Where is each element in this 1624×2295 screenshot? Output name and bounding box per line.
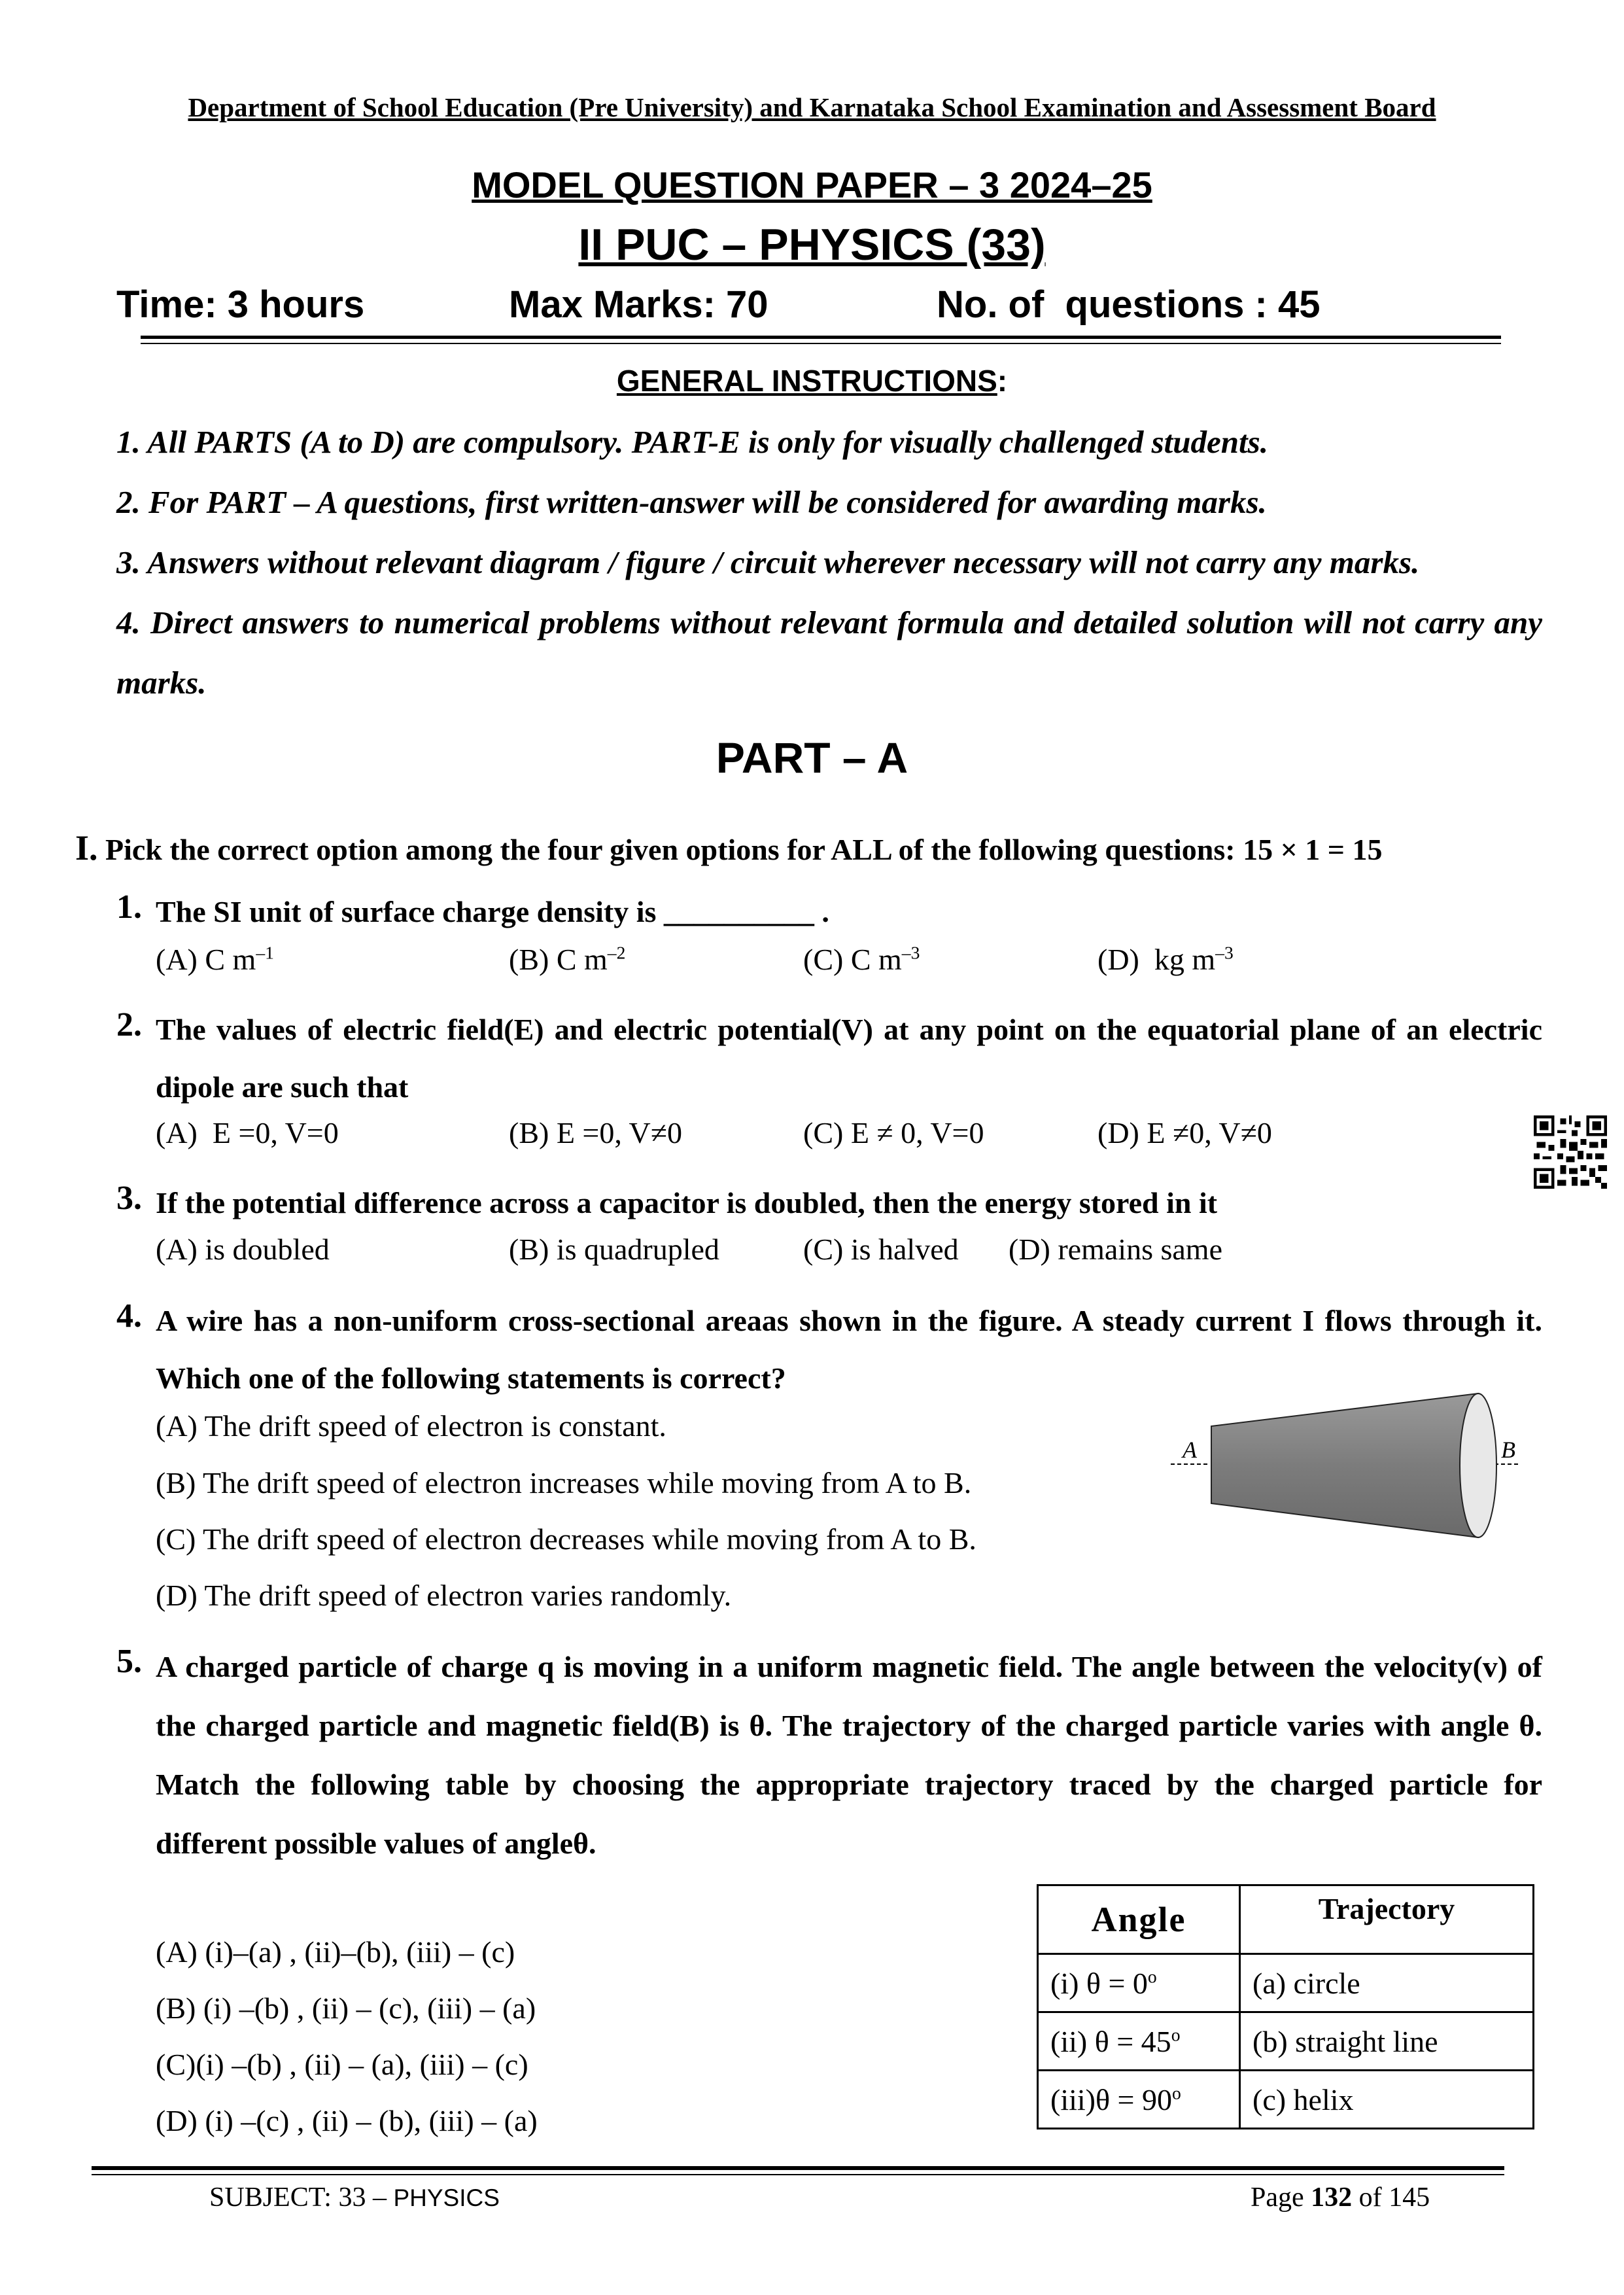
wire-end-face xyxy=(1460,1393,1496,1537)
question-number: 3. xyxy=(116,1180,142,1217)
page-number: Page 132 of 145 xyxy=(1251,2182,1430,2213)
option-c: (C) C $m^{-3}$ xyxy=(803,942,920,976)
trajectory-cell: (b) straight line xyxy=(1240,2012,1534,2071)
header-trajectory: Trajectory xyxy=(1240,1885,1534,1954)
option-d: (D) E ≠0, V≠0 xyxy=(1097,1116,1272,1149)
label-a: A xyxy=(1183,1437,1197,1463)
footer-rule-thin xyxy=(92,2174,1504,2175)
question-text: If the potential difference across a capacitor is doubled, then the energy stored in it xyxy=(156,1186,1218,1219)
option-b: (B) The drift speed of electron increases while moving from A to B. xyxy=(156,1466,972,1499)
conical-wire-figure xyxy=(1171,1380,1524,1550)
label-b: B xyxy=(1501,1437,1515,1463)
table-row xyxy=(1038,1954,1534,2012)
table-row xyxy=(1038,2071,1534,2129)
subject-title: II PUC – PHYSICS (33) xyxy=(578,220,1046,270)
max-marks-label: Max Marks: 70 xyxy=(509,283,769,326)
instructions-heading xyxy=(0,363,1624,398)
option-c: (C) E ≠ 0, V=0 xyxy=(803,1116,984,1149)
question-number: 2. xyxy=(116,1006,142,1043)
header-rule-thin xyxy=(141,343,1501,344)
section-instruction xyxy=(75,828,1383,868)
option-a: (A) E =0, V=0 xyxy=(156,1116,339,1149)
section-roman: I. xyxy=(75,828,98,867)
option-d: (D) (i) –(c) , (ii) – (b), (iii) – (a) xyxy=(156,2104,538,2137)
header-rule xyxy=(141,336,1501,339)
instructions-heading-text: GENERAL INSTRUCTIONS xyxy=(616,364,997,398)
paper-title: MODEL QUESTION PAPER – 3 2024–25 xyxy=(472,164,1152,205)
question-number: 5. xyxy=(116,1643,142,1680)
section-text: Pick the correct option among the four given options for ALL of the following questions: 15 × 1 = 15 xyxy=(105,833,1383,866)
question-text: A charged particle of charge q is moving in a uniform magnetic field. The angle between the velocity(v) of the charged particle and magnetic field(B) is θ. The trajectory of the charged particle varies with angle θ. Match the following table by choosing the appropriate trajectory traced by the charged particle for different possible values of angleθ. xyxy=(156,1650,1542,1860)
num-questions-label: No. of questions : 45 xyxy=(937,283,1321,326)
angle-trajectory-table xyxy=(1037,1884,1534,2129)
footer-subject: SUBJECT: 33 – PHYSICS xyxy=(209,2182,500,2213)
trajectory-cell: (c) helix xyxy=(1240,2071,1534,2129)
option-d: (D) The drift speed of electron varies randomly. xyxy=(156,1579,732,1612)
instruction-2: 2. For PART – A questions, first written-answer will be considered for awarding marks. xyxy=(116,484,1267,520)
option-a: (A) is doubled xyxy=(156,1233,330,1266)
option-b: (B) E =0, V≠0 xyxy=(509,1116,682,1149)
question-number: 1. xyxy=(116,888,142,926)
option-d: (D) remains same xyxy=(1009,1233,1222,1266)
table-row xyxy=(1038,2012,1534,2071)
footer-rule xyxy=(92,2166,1504,2170)
option-c: (C) is halved xyxy=(803,1233,959,1266)
question-text: The values of electric field(E) and electric potential(V) at any point on the equatorial plane of an electric dipole are such that xyxy=(156,1013,1542,1104)
time-label: Time: 3 hours xyxy=(116,283,365,326)
instruction-1: 1. All PARTS (A to D) are compulsory. PART-E is only for visually challenged students. xyxy=(116,424,1268,460)
option-a: (A) The drift speed of electron is constant. xyxy=(156,1409,666,1443)
option-d: (D) kg $m^{-3}$ xyxy=(1097,942,1234,976)
option-c: (C) The drift speed of electron decreases while moving from A to B. xyxy=(156,1522,976,1556)
option-c: (C)(i) –(b) , (ii) – (a), (iii) – (c) xyxy=(156,2048,528,2081)
instructions-heading-colon: : xyxy=(997,364,1008,398)
angle-cell: $(iii)\theta = 90^o$ xyxy=(1038,2071,1240,2129)
department-header: Department of School Education (Pre University) and Karnataka School Examination and Assessment Board xyxy=(188,92,1436,122)
angle-cell: (i) $\theta = 0^o$ xyxy=(1038,1954,1240,2012)
option-b: (B) C $m^{-2}$ xyxy=(509,942,626,976)
option-b: (B) is quadrupled xyxy=(509,1233,719,1266)
option-a: (A) (i)–(a) , (ii)–(b), (iii) – (c) xyxy=(156,1935,515,1969)
header-angle: Angle xyxy=(1038,1885,1240,1954)
question-text: The SI unit of surface charge density is __________ . xyxy=(156,895,829,928)
wire-body xyxy=(1211,1393,1478,1537)
instruction-3: 3. Answers without relevant diagram / figure / circuit wherever necessary will not carry any marks. xyxy=(116,544,1420,580)
part-heading: PART – A xyxy=(716,733,908,782)
trajectory-cell: (a) circle xyxy=(1240,1954,1534,2012)
question-number: 4. xyxy=(116,1297,142,1335)
option-b: (B) (i) –(b) , (ii) – (c), (iii) – (a) xyxy=(156,1991,536,2025)
table-header-row xyxy=(1038,1885,1534,1954)
question-text: A wire has a non-uniform cross-sectional areaas shown in the figure. A steady current I flows through it. Which one of the following statements is correct? xyxy=(156,1304,1542,1395)
option-a: (A) C $m^{-1}$ xyxy=(156,942,274,976)
angle-cell: (ii) $\theta = 45^o$ xyxy=(1038,2012,1240,2071)
instruction-4: 4. Direct answers to numerical problems without relevant formula and detailed solution will not carry any marks. xyxy=(116,604,1542,701)
qr-code-icon xyxy=(1534,1115,1607,1189)
